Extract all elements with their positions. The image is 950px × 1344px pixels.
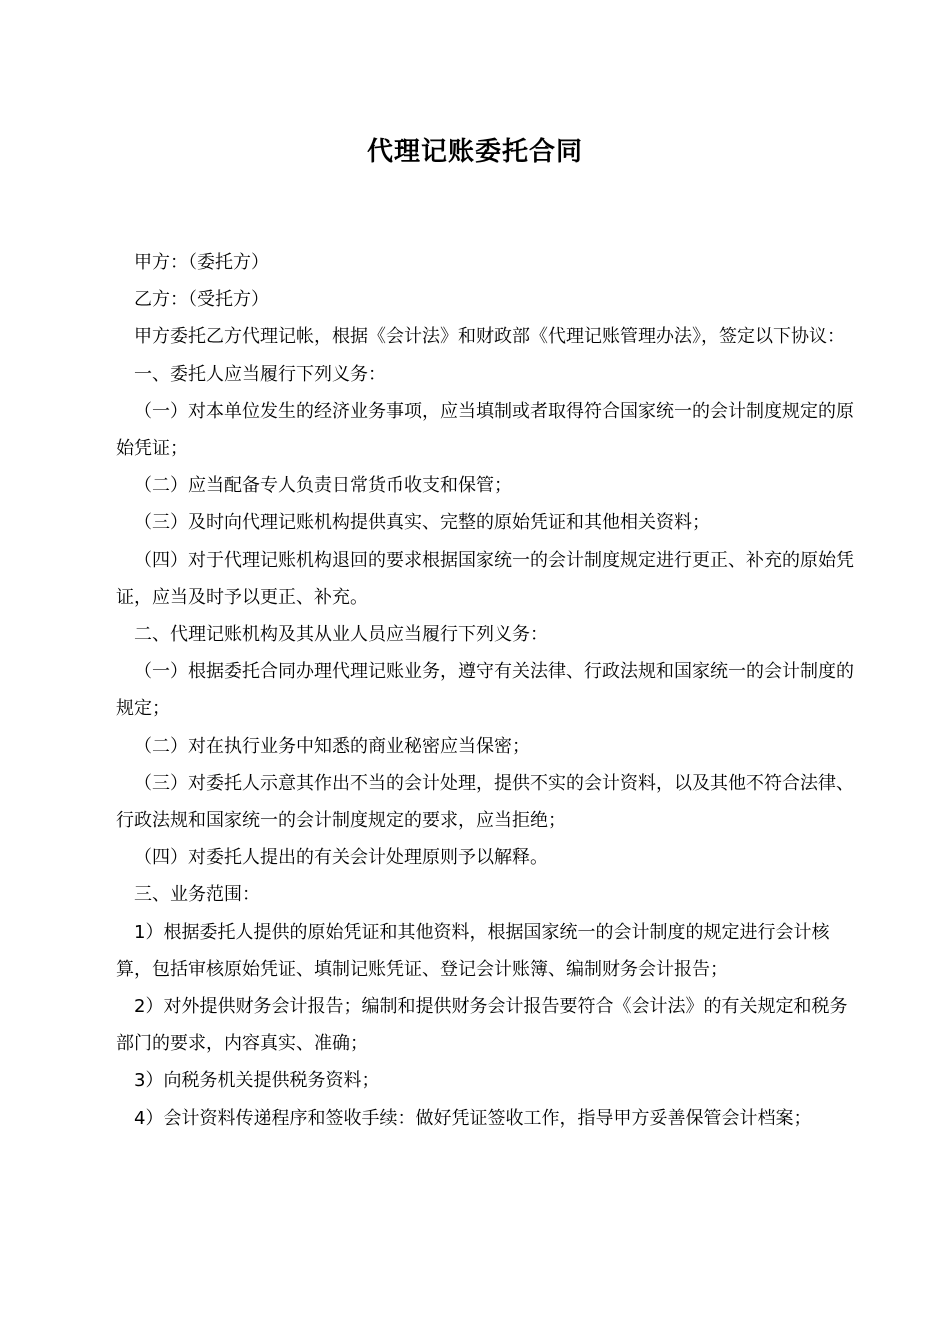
clause-2-1: （一）根据委托合同办理代理记账业务，遵守有关法律、行政法规和国家统一的会计制度的规定； [116,661,854,720]
scope-item-4: 4）会计资料传递程序和签收手续：做好凭证签收工作，指导甲方妥善保管会计档案； [134,1107,812,1129]
section-heading-2: 二、代理记账机构及其从业人员应当履行下列义务： [134,624,548,646]
section-heading-3: 三、业务范围： [134,884,260,906]
clause-1-2: （二）应当配备专人负责日常货币收支和保管； [134,475,512,497]
party-a-line: 甲方：（委托方） [134,252,269,273]
clause-1-4: （四）对于代理记账机构退回的要求根据国家统一的会计制度规定进行更正、补充的原始凭证，应当及时予以更正、补充。 [116,549,854,608]
clause-2-3: （三）对委托人示意其作出不当的会计处理，提供不实的会计资料，以及其他不符合法律、行政法规和国家统一的会计制度规定的要求，应当拒绝； [116,772,854,832]
clause-1-3: （三）及时向代理记账机构提供真实、完整的原始凭证和其他相关资料； [134,512,710,534]
section-heading-1: 一、委托人应当履行下列义务： [134,363,386,385]
clause-1-1: （一）对本单位发生的经济业务事项，应当填制或者取得符合国家统一的会计制度规定的原始凭证； [116,400,854,460]
intro-paragraph: 甲方委托乙方代理记帐，根据《会计法》和财政部《代理记账管理办法》，签定以下协议： [134,326,845,348]
clause-2-2: （二）对在执行业务中知悉的商业秘密应当保密； [134,735,530,757]
document-body [116,244,856,1137]
scope-item-1: 1）根据委托人提供的原始凭证和其他资料，根据国家统一的会计制度的规定进行会计核算，包括审核原始凭证、填制记账凭证、登记会计账簿、编制财务会计报告； [116,921,830,980]
party-b-line: 乙方：（受托方） [134,289,269,311]
document-title: 代理记账委托合同 [366,137,583,167]
scope-item-3: 3）向税务机关提供税务资料； [134,1070,380,1092]
scope-item-2: 2）对外提供财务会计报告；编制和提供财务会计报告要符合《会计法》的有关规定和税务部门的要求，内容真实、准确； [116,996,848,1055]
clause-2-4: （四）对委托人提出的有关会计处理原则予以解释。 [134,847,548,869]
